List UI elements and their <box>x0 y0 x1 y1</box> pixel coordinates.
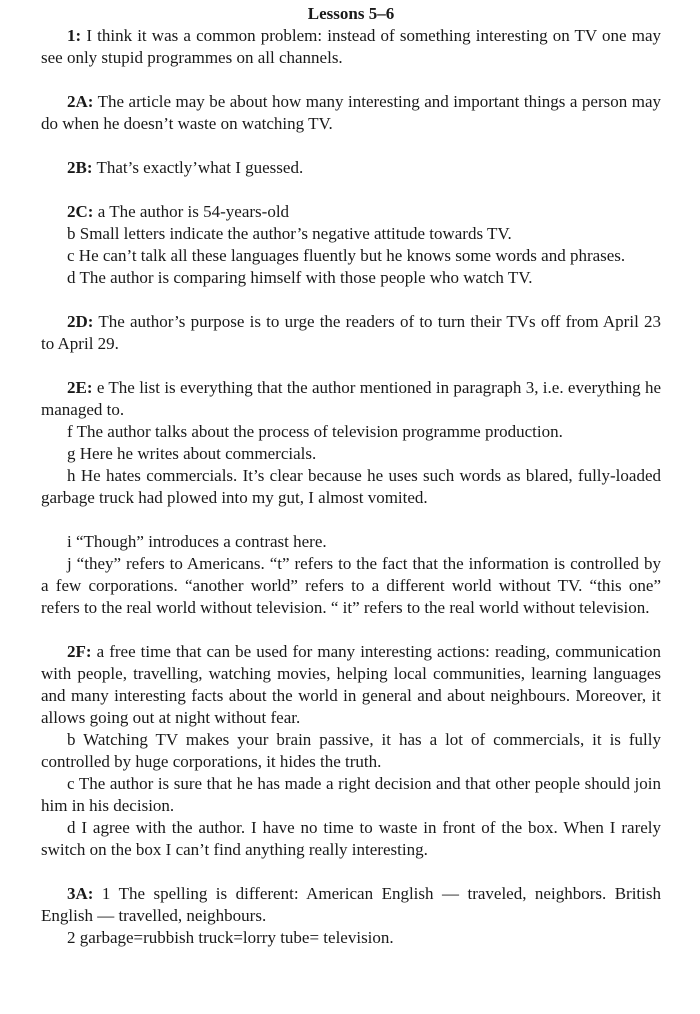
answer-label: 2C: <box>67 202 94 221</box>
answer-text: b Watching TV makes your brain passive, it has a lot of commercials, it is fully controlled by huge corporations, it hides the truth. <box>41 730 661 771</box>
answer-text: j “they” refers to Americans. “t” refers to the fact that the information is controlled by a few corporations. “another world” refers to a different world without TV. “this one” refers to the real world without television. “ it” refers to the real world without television. <box>41 554 661 617</box>
answer-label: 3A: <box>67 884 94 903</box>
answer-paragraph <box>41 883 661 927</box>
answer-label: 2F: <box>67 642 92 661</box>
answer-text: d The author is comparing himself with those people who watch TV. <box>67 268 533 287</box>
answer-paragraph <box>41 25 661 69</box>
answer-label: 2A: <box>67 92 94 111</box>
document-page <box>41 3 661 949</box>
answer-paragraph <box>41 531 661 553</box>
answer-text: h He hates commercials. It’s clear because he uses such words as blared, fully-loaded garbage truck had plowed into my gut, I almost vomited. <box>41 466 661 507</box>
answer-text: a free time that can be used for many interesting actions: reading, communication with people, travelling, watching movies, helping local communities, learning languages and many interesting facts about the world in general and about neighbours. Moreover, it allows going out at night without fear. <box>41 642 661 727</box>
answer-paragraph <box>41 267 661 289</box>
answer-paragraph <box>41 421 661 443</box>
answer-paragraph <box>41 927 661 949</box>
answer-text: g Here he writes about commercials. <box>67 444 317 463</box>
answer-paragraph <box>41 553 661 619</box>
answer-paragraph <box>41 201 661 223</box>
answer-paragraph <box>41 91 661 135</box>
answer-paragraph <box>41 377 661 421</box>
answer-text: The author’s purpose is to urge the readers of to turn their TVs off from April 23 to April 29. <box>41 312 661 353</box>
answer-label: 2B: <box>67 158 93 177</box>
answer-paragraph <box>41 465 661 509</box>
answer-paragraph <box>41 817 661 861</box>
answer-paragraph <box>41 245 661 267</box>
answer-text: 2 garbage=rubbish truck=lorry tube= television. <box>67 928 394 947</box>
answer-paragraph <box>41 773 661 817</box>
answer-text: I think it was a common problem: instead of something interesting on TV one may see only stupid programmes on all channels. <box>41 26 661 67</box>
answer-text: That’s exactly’what I guessed. <box>92 158 304 177</box>
answer-paragraph <box>41 311 661 355</box>
answer-text: a The author is 54-years-old <box>93 202 290 221</box>
answer-paragraph <box>41 641 661 729</box>
answer-text: c The author is sure that he has made a right decision and that other people should join him in his decision. <box>41 774 661 815</box>
answer-text: c He can’t talk all these languages fluently but he knows some words and phrases. <box>67 246 626 265</box>
answer-text: i “Though” introduces a contrast here. <box>67 532 327 551</box>
answer-label: 2E: <box>67 378 93 397</box>
answer-paragraph <box>41 443 661 465</box>
answer-text: b Small letters indicate the author’s negative attitude towards TV. <box>67 224 512 243</box>
answer-text: d I agree with the author. I have no time to waste in front of the box. When I rarely switch on the box I can’t find anything really interesting. <box>41 818 661 859</box>
answer-text: The article may be about how many interesting and important things a person may do when he doesn’t waste on watching TV. <box>41 92 661 133</box>
document-body <box>41 25 661 949</box>
answer-text: 1 The spelling is different: American English — traveled, neighbors. British English — travelled, neighbours. <box>41 884 661 925</box>
answer-label: 1: <box>67 26 82 45</box>
answer-text: f The author talks about the process of television programme production. <box>67 422 563 441</box>
page-title: Lessons 5–6 <box>307 4 395 23</box>
answer-paragraph <box>41 223 661 245</box>
answer-paragraph <box>41 157 661 179</box>
answer-label: 2D: <box>67 312 94 331</box>
answer-paragraph <box>41 729 661 773</box>
answer-text: e The list is everything that the author mentioned in paragraph 3, i.e. everything he managed to. <box>41 378 661 419</box>
